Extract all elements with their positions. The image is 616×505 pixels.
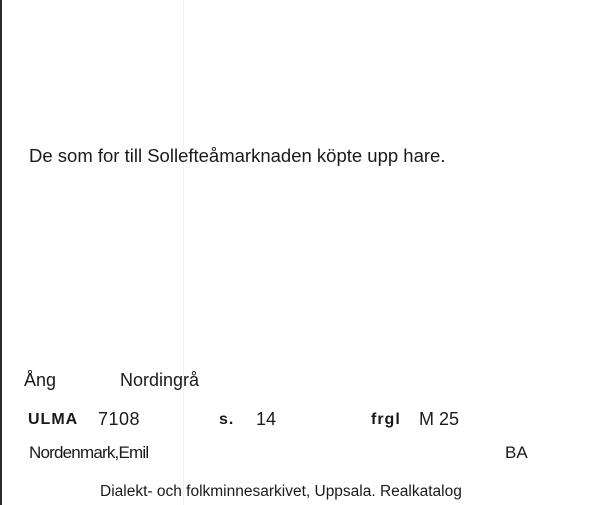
card-left-border bbox=[0, 0, 2, 505]
card-fold-line bbox=[183, 0, 184, 505]
place-value: Nordingrå bbox=[120, 370, 200, 390]
ulma-label: ULMA bbox=[28, 411, 79, 428]
frgl-value: M 25 bbox=[419, 409, 460, 429]
record-text: De som for till Sollefteåmarknaden köpte upp hare. bbox=[29, 145, 446, 166]
page-value: 14 bbox=[256, 409, 277, 429]
frgl-label: frgl bbox=[371, 411, 401, 428]
archive-footer: Dialekt- och folkminnesarkivet, Uppsala. Realkatalog bbox=[100, 483, 462, 500]
page-label: s. bbox=[219, 411, 235, 428]
recorder-code: BA bbox=[505, 443, 528, 462]
ulma-value: 7108 bbox=[98, 409, 141, 429]
place-label: Ång bbox=[24, 370, 57, 390]
recorder-name: Nordenmark,Emil bbox=[29, 443, 149, 462]
